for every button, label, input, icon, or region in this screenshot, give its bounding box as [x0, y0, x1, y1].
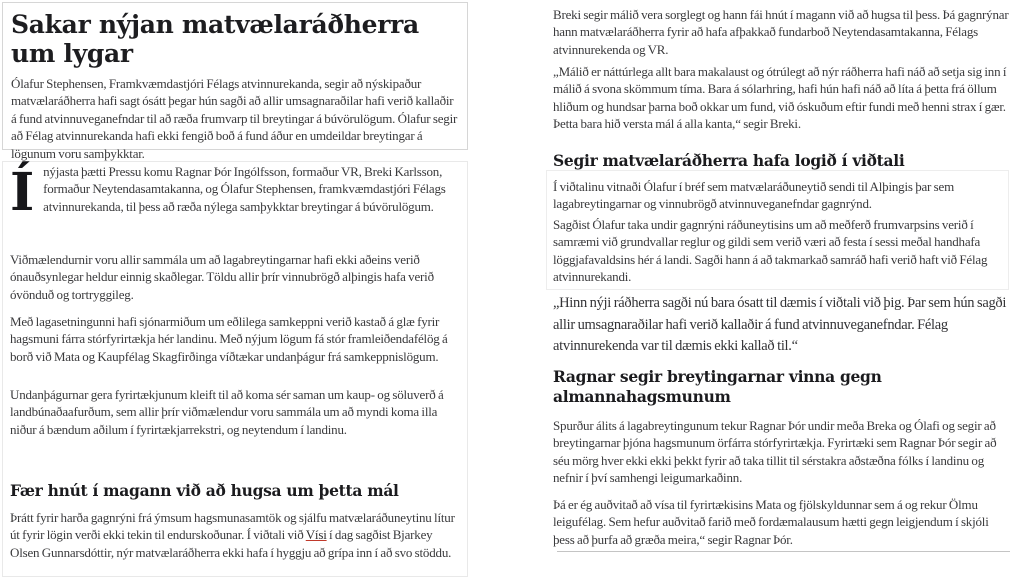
section-heading-left	[10, 481, 462, 501]
dropcap-letter: Í	[10, 162, 35, 223]
body-paragraph-5	[10, 509, 462, 561]
paragraph-text: Viðmælendurnir voru allir sammála um að lagabreytingarnar hafi ekki aðeins verið ónauðsynlegar heldur einnig skaðlegar. Töldu allir þrír vinnubrögð alþingis hafa verið óvönduð og tortryggileg.	[10, 252, 434, 302]
paragraph-text: Undanþágurnar gera fyrirtækjunum kleift til að koma sér saman um kaup- og söluverð á landbúnaðaafurðum, sem allir þrír viðmælendur voru sammála um að myndi koma illa niður á bændum aðilum í fyrirtækjarrekstri, og neytendum í landinu.	[10, 387, 444, 437]
body-paragraph-3	[10, 313, 462, 365]
paragraph-with-dropcap	[10, 162, 462, 223]
paragraph-text: Breki segir málið vera sorglegt og hann fái hnút í magann við að hugsa til þess. Þá gagnrýnar hann matvælaráðherra fyrir að hafa afþakkað fundarboð Neytendasamtakanna, Félags atvinnurekenda og VR.	[553, 7, 1009, 57]
right-paragraph-4	[553, 417, 1009, 487]
paragraph-text: nýjasta þætti Pressu komu Ragnar Þór Ingólfsson, formaður VR, Breki Karlsson, formaður Neytendasamtakanna, og Ólafur Stephensen, framkvæmdastjóri Félags atvinnurekanda, til þess að ræða nýlega samþykktar breytingar á búvörulögum.	[43, 164, 446, 214]
body-paragraph-2	[10, 251, 462, 303]
lead-paragraph: Ólafur Stephensen, Framkvæmdastjóri Félags atvinnurekanda, segir að nýskipaður matvælaráðherra hafi sagt ósátt þegar hún sagði að allir umsagnaraðilar hafi verið kallaðir á fund atvinnuveganefndar til að ræða frumvarp til breytingar á búvörulögum. Ólafur segir að Félag atvinnurekanda hafi ekki fengið boð á fund áður en umdeildar breytingar á lögunum voru samþykktar.	[11, 76, 458, 161]
paragraph-text: Sagðist Ólafur taka undir gagnrýni ráðuneytisins um að meðferð frumvarpsins verið í samræmi við grundvallar reglur og gildi sem verið væri að festa í sessi meðal handhafa löggjafavaldsins hér á landi. Sagði hann á að takmarkað samráð hafi verið haft við Félag atvinnurekandi.	[553, 217, 988, 285]
lead-box	[2, 2, 468, 161]
pull-quote-text: „Hinn nýji ráðherra sagði nú bara ósatt til dæmis í viðtali við þig. Þar sem hún sagði allir umsagnaraðilar hafi verið kallaðir á fund atvinnuveganefndar. Félag atvinnurekenda var til dæmis ekki kallað til.“	[553, 295, 1007, 354]
paragraph-text: Með lagasetningunni hafi sjónarmiðum um eðlilega samkeppni verið kastað á glæ fyrir hagsmuni fárra stórfyrirtækja hér landinu. Með nýjum lögum fá stór framleiðendafélög á borð við Mata og Kaupfélag Skagfirðinga víðtækar undanþágur frá samkeppnislögum.	[10, 314, 448, 364]
paragraph-with-link	[10, 509, 462, 561]
section-heading-text: Fær hnút í magann við að hugsa um þetta mál	[10, 481, 399, 500]
paragraph-text: Þrátt fyrir harða gagnrýni frá ýmsum hagsmunasamtök og sjálfu matvælaráðuneytinu lítur út fyrir lögin verði ekki tekin til endurskoðunar. Í viðtali við	[10, 510, 455, 543]
section-heading-right-1	[553, 151, 1009, 171]
article-headline: Sakar nýjan matvælaráðherra um lygar	[11, 10, 419, 68]
bottom-divider	[557, 551, 1010, 552]
right-paragraph-2	[553, 178, 1009, 213]
section-heading-right-2	[553, 367, 1009, 407]
paragraph-text: Í viðtalinu vitnaði Ólafur í bréf sem matvælaráðuneytið sendi til Alþingis þar sem lagabreytingarnar og vinnubrögð atvinnuveganefndar gagnrýnd.	[553, 179, 954, 212]
right-quote-paragraph	[553, 63, 1009, 133]
body-paragraph-1	[10, 162, 462, 223]
pull-quote	[553, 293, 1009, 358]
right-paragraph-5	[553, 496, 1009, 548]
right-paragraph-1	[553, 6, 1009, 58]
paragraph-text: í dag sagðist Bjarkey Olsen Gunnarsdóttir, nýr matvælaráðherra ekki hafa í hyggju að grípa inn í að svo stöddu.	[10, 527, 452, 560]
paragraph-text: Þá er ég auðvitað að vísa til fyrirtækisins Mata og fjölskyldunnar sem á og rekur Ölmu leigufélag. Sem hefur auðvitað farið með fordæmalausum hætti gegn leigjendum í skjóli þess að þurfa að græða meira,“ segir Ragnar Þór.	[553, 497, 989, 547]
body-paragraph-4	[10, 386, 462, 438]
paragraph-text: Spurður álits á lagabreytingunum tekur Ragnar Þór undir meða Breka og Ólafi og segir að breytingarnar þjóna hagsmunum örfárra stórfyrirtækja. Fyrirtæki sem Ragnar Þór segir að séu mörg hver ekki ekki þekkt fyrir að taka tillit til sérstakra aðstæðna fólks í landinu og nefnir í því samhengi leigumarkaðinn.	[553, 418, 997, 486]
section-heading-text: Ragnar segir breytingarnar vinna gegn almannahagsmunum	[553, 367, 882, 406]
right-paragraph-3	[553, 216, 1009, 286]
quote-text: „Málið er náttúrlega allt bara makalaust og ótrúlegt að nýr ráðherra hafi náð að setja sig inn í málið á svona skömmum tíma. Bara á sólarhring, hafi hún hafi náð að líta á þetta frá öllum hliðum og hundsar þarna boð okkar um fund, við óskuðum eftir fundi með henni strax í gær. Þetta bara hið versta mál á alla kanta,“ segir Breki.	[553, 64, 1007, 132]
section-heading-text: Segir matvælaráðherra hafa logið í viðtali	[553, 151, 905, 170]
visir-link[interactable]: Vísi	[305, 527, 327, 543]
